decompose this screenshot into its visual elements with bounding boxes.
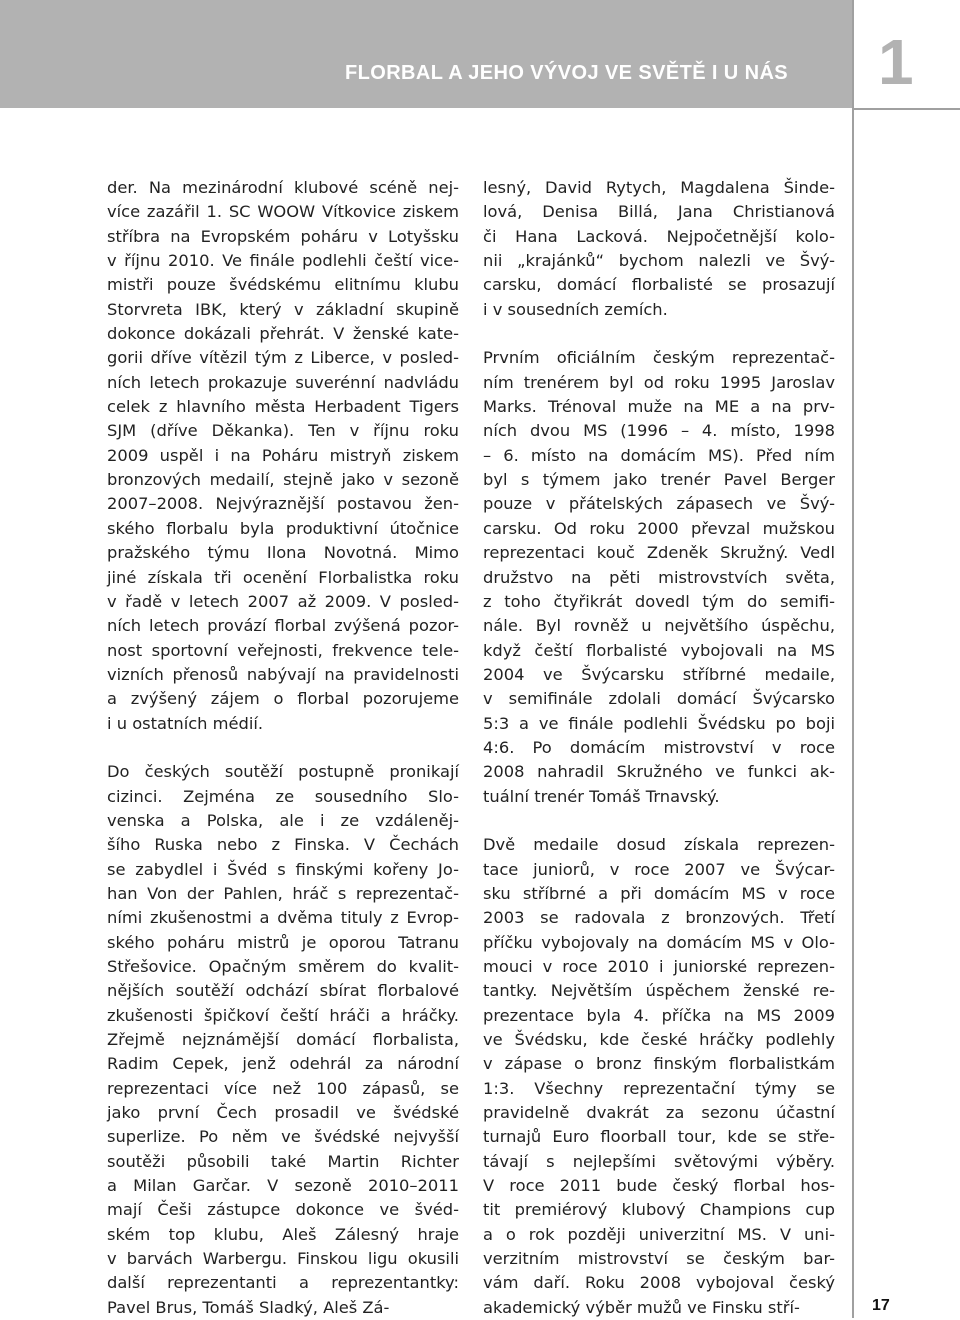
text-line: v semifinále zdolali domácí Švýcarsko: [483, 689, 835, 709]
chapter-number: 1: [878, 26, 914, 98]
text-line: jiné získala tři ocenění Florbalistka roku: [107, 567, 459, 587]
page-number: 17: [872, 1297, 890, 1314]
text-line: bronzových medailí, stejně jako v sezoně: [107, 470, 459, 490]
text-line: vizních přenosů nabývají na pravidelnosti: [107, 664, 459, 684]
text-line: lesný, David Rytych, Magdalena Šinde-: [483, 178, 835, 197]
text-line: V roce 2011 bude český florbal hos-: [483, 1176, 835, 1196]
text-line: i u ostatních médií.: [107, 713, 264, 733]
text-line: v barvách Warbergu. Finskou ligu okusili: [107, 1249, 459, 1269]
text-line: Dvě medaile dosud získala reprezen-: [483, 835, 835, 855]
text-line: tuální trenér Tomáš Trnavský.: [483, 786, 720, 806]
text-line: SJM (dříve Děkanka). Ten v říjnu roku: [107, 421, 459, 441]
text-line: z toho čtyřikrát dovedl tým do semifi-: [483, 591, 835, 611]
paragraph: [107, 176, 459, 736]
text-line: byl s týmem jako trenér Pavel Berger: [483, 470, 835, 490]
paragraph: [483, 833, 835, 1320]
text-line: a Milan Garčar. V sezoně 2010–2011: [107, 1176, 459, 1196]
text-line: v řadě v letech 2007 až 2009. V posled-: [107, 591, 459, 611]
text-line: vám daří. Roku 2008 vybojoval český: [483, 1273, 835, 1293]
text-line: der. Na mezinárodní klubové scéně nej-: [107, 178, 459, 197]
text-line: když čeští florbalisté vybojovali na MS: [483, 640, 835, 660]
text-line: mají Češi zástupce dokonce ve švéd-: [107, 1200, 459, 1220]
text-line: a zvýšený zájem o florbal pozorujeme: [107, 689, 459, 709]
text-line: pravidelně dvakrát za sezonu účastní: [483, 1103, 835, 1123]
text-line: ních letech prokazuje suverénní nadvládu: [107, 372, 459, 392]
text-line: turnajů Euro floorball tour, kde se stře-: [483, 1127, 835, 1147]
text-line: i v sousedních zemích.: [483, 299, 668, 319]
text-line: stříbra na Evropském poháru v Lotyšsku: [107, 226, 459, 246]
text-line: carsku, domácí florbalisté se prosazují: [483, 275, 835, 295]
text-line: nii „krajánků“ bychom nalezli ve Švý-: [483, 251, 835, 271]
text-line: ve Švédsku, kde české hráčky podlehly: [483, 1030, 835, 1050]
text-line: další reprezentanti a reprezentantky:: [107, 1273, 459, 1293]
text-line: Storvreta IBK, který v základní skupině: [107, 299, 459, 319]
text-line: celek z hlavního města Herbadent Tigers: [107, 397, 459, 417]
text-line: lová, Denisa Billá, Jana Christianová: [483, 202, 835, 222]
paragraph: [107, 760, 459, 1320]
text-line: soutěži působili také Martin Richter: [107, 1151, 459, 1171]
text-line: 4:6. Po domácím mistrovství v roce: [483, 737, 835, 757]
text-line: ních letech provází florbal zvýšená pozor-: [107, 616, 459, 636]
text-line: dokonce dokázali přehrát. V ženské kate-: [107, 324, 459, 344]
text-line: ském top klubu, Aleš Zálesný hraje: [107, 1224, 459, 1244]
text-line: nále. Byl rovněž u největšího úspěchu,: [483, 616, 835, 636]
text-line: 2007–2008. Nejvýraznější postavou žen-: [107, 494, 459, 514]
text-line: 2004 ve Švýcarsku stříbrné medaile,: [483, 664, 835, 684]
text-line: mouci v roce 2010 i juniorské reprezen-: [483, 957, 835, 976]
text-line: 2003 se radovala z bronzových. Třetí: [483, 908, 835, 928]
text-line: tit premiérový klubový Champions cup: [483, 1200, 835, 1220]
text-line: Radim Cepek, jenž odehrál za národní: [107, 1054, 459, 1074]
text-line: reprezentaci více než 100 zápasů, se: [107, 1078, 459, 1098]
text-line: družstvo na pěti mistrovstvích světa,: [483, 567, 835, 587]
text-line: verzitním mistrovství se českým bar-: [483, 1249, 835, 1269]
text-line: a o rok později univerzitní MS. V uni-: [483, 1224, 835, 1244]
text-line: prezentace byla 4. příčka na MS 2009: [483, 1005, 835, 1025]
text-line: gorii dříve vítězil tým z Liberce, v posled-: [107, 348, 459, 368]
text-line: carsku. Od roku 2000 převzal mužskou: [483, 518, 835, 538]
chapter-title: FLORBAL A JEHO VÝVOJ VE SVĚTĚ I U NÁS: [345, 62, 789, 84]
text-line: 5:3 a ve finále podlehli Švédsku po boji: [483, 713, 835, 733]
text-line: 2009 uspěl i na Poháru mistryň ziskem: [107, 445, 459, 465]
text-line: příčku vybojovaly na domácím MS v Olo-: [483, 932, 835, 952]
horizontal-divider: [852, 108, 960, 110]
vertical-divider: [852, 0, 854, 1318]
text-line: nost sportovní veřejnosti, frekvence tele-: [107, 640, 459, 660]
header-band: [0, 0, 853, 108]
text-line: jako první Čech prosadil ve švédské: [107, 1103, 459, 1123]
text-line: pouze v přátelských zápasech ve Švý-: [483, 494, 835, 514]
text-line: Do českých soutěží postupně pronikají: [107, 762, 459, 782]
text-line: akademický výběr mužů ve Finsku stří-: [483, 1297, 800, 1317]
text-line: sku stříbrné a při domácím MS v roce: [483, 883, 835, 903]
text-line: v říjnu 2010. Ve finále podlehli čeští vice-: [107, 251, 459, 271]
text-line: v zápase o bronz finským florbalistkám: [483, 1054, 835, 1074]
text-line: ních dvou MS (1996 – 4. místo, 1998: [483, 421, 835, 441]
text-line: ského poháru mistrů je oporou Tatranu: [107, 932, 459, 952]
text-line: venska a Polska, ale i ze vzdáleněj-: [107, 810, 459, 830]
text-line: či Hana Lacková. Nejpočetnější kolo-: [483, 226, 835, 246]
text-line: tantky. Největším úspěchem ženské re-: [483, 981, 835, 1001]
text-line: 1:3. Všechny reprezentační týmy se: [483, 1078, 835, 1098]
text-line: nějších soutěží odchází sbírat florbalové: [107, 981, 459, 1001]
text-line: superlize. Po něm ve švédské nejvyšší: [107, 1127, 459, 1147]
text-line: 2008 nahradil Skružného ve funkci ak-: [483, 762, 835, 782]
text-line: ním trenérem byl od roku 1995 Jaroslav: [483, 372, 835, 392]
text-line: reprezentaci kouč Zdeněk Skružný. Vedl: [483, 543, 835, 563]
text-line: šího Ruska nebo z Finska. V Čechách: [107, 835, 459, 855]
paragraph: [483, 346, 835, 809]
paragraph: [483, 176, 835, 322]
text-line: távají s nejlepšími světovými výběry.: [483, 1151, 835, 1171]
text-line: Střešovice. Opačným směrem do kvalit-: [107, 957, 459, 976]
text-line: tace juniorů, v roce 2007 ve Švýcar-: [483, 859, 835, 879]
left-column: [107, 176, 459, 1320]
text-line: Prvním oficiálním českým reprezentač-: [483, 348, 835, 368]
right-column: [483, 176, 835, 1320]
text-line: mistři pouze švédskému elitnímu klubu: [107, 275, 459, 295]
text-line: pražského týmu Ilona Novotná. Mimo: [107, 543, 459, 563]
text-line: více zazářil 1. SC WOOW Vítkovice ziskem: [107, 202, 459, 222]
text-line: Zřejmě nejznámější domácí florbalista,: [107, 1030, 459, 1050]
text-line: zkušenosti špičkoví čeští hráči a hráčky.: [107, 1005, 459, 1025]
text-line: han Von der Pahlen, hráč s reprezentač-: [107, 883, 459, 903]
text-line: cizinci. Zejména ze sousedního Slo-: [107, 786, 459, 806]
text-line: ského florbalu byla produktivní útočnice: [107, 518, 459, 538]
text-line: – 6. místo na domácím MS). Před ním: [483, 445, 835, 465]
text-line: Pavel Brus, Tomáš Sladký, Aleš Zá-: [107, 1297, 390, 1317]
text-line: Marks. Trénoval muže na ME a na prv-: [483, 397, 835, 417]
text-line: ními zkušenostmi a dvěma tituly z Evrop-: [107, 908, 459, 928]
text-line: se zabydlel i Švéd s finskými kořeny Jo-: [107, 859, 459, 879]
